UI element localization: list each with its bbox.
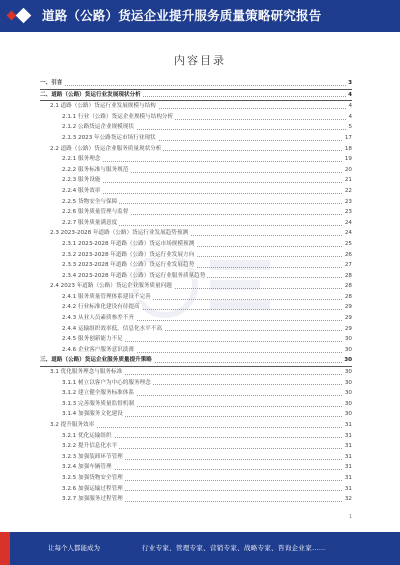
- toc-entry-label: 2.4.6 企业客户服务意识淡薄: [62, 346, 134, 353]
- toc-entry[interactable]: [40, 271, 352, 282]
- toc-entry[interactable]: [40, 197, 352, 208]
- toc-entry[interactable]: [40, 239, 352, 250]
- toc-entry[interactable]: [40, 78, 352, 90]
- toc-entry[interactable]: [40, 409, 352, 420]
- toc-entry-label: 3.2 提升服务效率: [50, 422, 95, 428]
- toc-entry-label: 2.3 2023-2028 年道路（公路）货运行业发展趋势预测: [50, 230, 189, 237]
- toc-entry-label: 2.1 道路（公路）货运行业发展规模与结构: [50, 103, 156, 110]
- toc-entry-label: 3.1.2 建立健全服务标准体系: [62, 390, 134, 397]
- toc-entry[interactable]: [40, 334, 352, 345]
- footer-slogan: 让每个人都能成为: [48, 544, 100, 552]
- toc-entry-page: 28: [343, 271, 352, 282]
- toc-entry-page: 4: [346, 101, 352, 112]
- toc-entry[interactable]: [40, 355, 352, 367]
- toc-entry[interactable]: [40, 186, 352, 197]
- footer-bar: [0, 532, 400, 565]
- toc-entry[interactable]: [40, 388, 352, 399]
- toc-entry-page: 30: [343, 367, 352, 378]
- toc-entry-label: 3.2.3 加强装卸环节管理: [62, 453, 123, 460]
- toc-entry-page: 4: [346, 112, 352, 123]
- toc-entry-page: 23: [343, 197, 352, 208]
- toc-entry[interactable]: [40, 154, 352, 165]
- toc-entry[interactable]: [40, 292, 352, 303]
- toc-entry-page: 18: [343, 144, 352, 155]
- toc-entry-label: 2.4.4 运输组织效率低，信息化水平不高: [62, 325, 162, 332]
- footer-tagline: 行业专家、管理专家、营销专家、战略专家、咨询企业家……: [142, 544, 326, 552]
- toc-entry[interactable]: [40, 462, 352, 473]
- toc-entry-page: 23: [343, 207, 352, 218]
- toc-entry-page: 30: [343, 334, 352, 345]
- toc-entry[interactable]: [40, 378, 352, 389]
- toc-entry-label: 3.2.1 优化运输组织: [62, 432, 112, 439]
- toc-entry-label: 2.2 道路（公路）货运企业服务质量现状分析: [50, 145, 162, 152]
- toc-entry-page: 19: [343, 154, 352, 165]
- toc-entry-page: 22: [343, 186, 352, 197]
- toc-entry[interactable]: [40, 473, 352, 484]
- toc-entry-page: 29: [343, 302, 352, 313]
- toc-entry-page: 31: [343, 473, 352, 484]
- toc-entry[interactable]: [40, 250, 352, 261]
- toc-entry-page: 30: [343, 345, 352, 356]
- toc-entry-label: 2.4 2023 年道路（公路）货运企业服务质量问题: [50, 283, 172, 290]
- toc-entry-label: 2.1.2 公路货运企业规模现状: [62, 124, 134, 131]
- toc-entry[interactable]: [40, 441, 352, 452]
- toc-entry-page: 30: [343, 399, 352, 410]
- toc-entry[interactable]: [40, 133, 352, 144]
- toc-entry-page: 24: [343, 218, 352, 229]
- report-header-bar: [0, 0, 400, 32]
- toc-entry[interactable]: [40, 302, 352, 313]
- toc-entry[interactable]: [40, 165, 352, 176]
- toc-entry[interactable]: [40, 420, 352, 431]
- toc-entry-page: 29: [343, 313, 352, 324]
- toc-entry-page: 30: [343, 378, 352, 389]
- toc-entry[interactable]: [40, 431, 352, 442]
- toc-entry-label: 3.2.4 加强车辆管理: [62, 464, 112, 471]
- toc-entry-page: 28: [343, 292, 352, 303]
- toc-entry[interactable]: [40, 484, 352, 495]
- toc-leader-dots: [62, 193, 352, 194]
- toc-entry[interactable]: [40, 260, 352, 271]
- toc-entry[interactable]: [40, 452, 352, 463]
- toc-entry-label: 2.2.4 服务效率: [62, 187, 101, 194]
- toc-entry-page: 31: [343, 484, 352, 495]
- table-of-contents: [40, 78, 352, 505]
- toc-entry-page: 32: [343, 494, 352, 505]
- toc-entry-page: 29: [343, 324, 352, 335]
- toc-entry[interactable]: [40, 494, 352, 505]
- toc-entry-page: 5: [346, 122, 352, 133]
- toc-entry-page: 4: [346, 90, 352, 101]
- toc-entry[interactable]: [40, 324, 352, 335]
- toc-title: 内容目录: [174, 54, 226, 67]
- toc-entry-page: 28: [343, 281, 352, 292]
- toc-entry-label: 2.2.7 服务质量满意度: [62, 219, 118, 226]
- toc-entry-label: 2.4.1 服务质量管理体系建设不完善: [62, 293, 151, 300]
- toc-entry-page: 24: [343, 228, 352, 239]
- toc-entry-label: 3.1.1 树立以客户为中心的服务理念: [62, 379, 151, 386]
- toc-entry-page: 26: [343, 250, 352, 261]
- toc-entry-page: 27: [343, 260, 352, 271]
- toc-entry-label: 2.2.6 服务质量管理与监督: [62, 209, 129, 216]
- toc-entry-page: 20: [343, 165, 352, 176]
- toc-entry-label: 2.4.3 从业人员素质参差不齐: [62, 315, 134, 322]
- toc-entry-page: 31: [343, 441, 352, 452]
- toc-entry-page: 17: [343, 133, 352, 144]
- toc-entry-label: 2.4.2 行业标准化建设有待提高: [62, 304, 140, 311]
- toc-entry-label: 3.2.7 加强服务过程管理: [62, 496, 123, 503]
- toc-entry-label: 3.2.5 加强货物安全管理: [62, 474, 123, 481]
- toc-entry-label: 2.2.2 服务标准与服务规范: [62, 166, 129, 173]
- toc-entry[interactable]: [40, 399, 352, 410]
- toc-entry-label: 二、道路（公路）货运行业发展现状分析: [40, 91, 141, 98]
- toc-entry[interactable]: [40, 207, 352, 218]
- toc-entry-label: 3.1 优化服务理念与服务标准: [50, 369, 123, 376]
- toc-entry-label: 2.3.1 2023-2028 年道路（公路）货运市场规模预测: [62, 240, 195, 247]
- toc-entry[interactable]: [40, 112, 352, 123]
- toc-entry-label: 三、道路（公路）货运企业服务质量提升策略: [40, 357, 152, 364]
- footer-red-accent: [0, 532, 10, 565]
- toc-entry[interactable]: [40, 101, 352, 112]
- toc-entry-page: 30: [342, 355, 352, 366]
- toc-entry-label: 一、引言: [40, 80, 63, 86]
- report-title: 道路（公路）货运企业提升服务质量策略研究报告: [42, 8, 322, 23]
- white-diamond-icon: [16, 8, 32, 24]
- toc-entry-page: 31: [343, 431, 352, 442]
- toc-entry-label: 3.2.2 提升信息化水平: [62, 443, 118, 450]
- toc-entry-label: 2.4.5 服务创新能力不足: [62, 336, 123, 343]
- toc-entry-page: 3: [346, 78, 352, 89]
- toc-entry-page: 25: [343, 239, 352, 250]
- toc-entry[interactable]: [40, 367, 352, 378]
- toc-entry[interactable]: [40, 122, 352, 133]
- toc-entry-page: 31: [343, 452, 352, 463]
- toc-entry-label: 2.2.3 服务设施: [62, 177, 101, 184]
- page-number: 1: [348, 514, 352, 520]
- toc-entry[interactable]: [40, 144, 352, 155]
- toc-entry-label: 3.2.6 加强运输过程管理: [62, 485, 123, 492]
- toc-entry[interactable]: [40, 175, 352, 186]
- toc-entry-page: 30: [343, 409, 352, 420]
- toc-leader-dots: [62, 161, 352, 162]
- toc-entry-label: 2.2.1 服务理念: [62, 156, 101, 163]
- toc-entry[interactable]: [40, 228, 352, 239]
- toc-entry[interactable]: [40, 313, 352, 324]
- toc-entry-label: 3.1.3 完善服务质量监督机制: [62, 400, 134, 407]
- toc-entry[interactable]: [40, 218, 352, 229]
- toc-entry-label: 2.3.2 2023-2028 年道路（公路）货运行业发展方向: [62, 251, 195, 258]
- toc-entry-label: 2.3.4 2023-2028 年道路（公路）货运行业服务质量趋势: [62, 272, 206, 279]
- toc-entry-label: 3.1.4 加强服务文化建设: [62, 411, 123, 418]
- toc-entry[interactable]: [40, 90, 352, 102]
- toc-entry-page: 30: [343, 388, 352, 399]
- toc-entry-label: 2.3.3 2023-2028 年道路（公路）货运行业发展趋势: [62, 262, 195, 269]
- toc-entry-page: 31: [343, 420, 352, 431]
- toc-leader-dots: [62, 182, 352, 183]
- toc-leader-dots: [40, 85, 352, 86]
- toc-entry[interactable]: [40, 345, 352, 356]
- toc-entry-page: 21: [343, 175, 352, 186]
- toc-entry-page: 31: [343, 462, 352, 473]
- toc-entry[interactable]: [40, 281, 352, 292]
- toc-entry-label: 2.1.3 2023 年公路货运市场行业现状: [62, 134, 156, 141]
- toc-entry-label: 2.2.5 货物安全与保障: [62, 198, 118, 205]
- toc-entry-label: 2.1.1 行业（公路）货运企业规模与结构分析: [62, 113, 174, 120]
